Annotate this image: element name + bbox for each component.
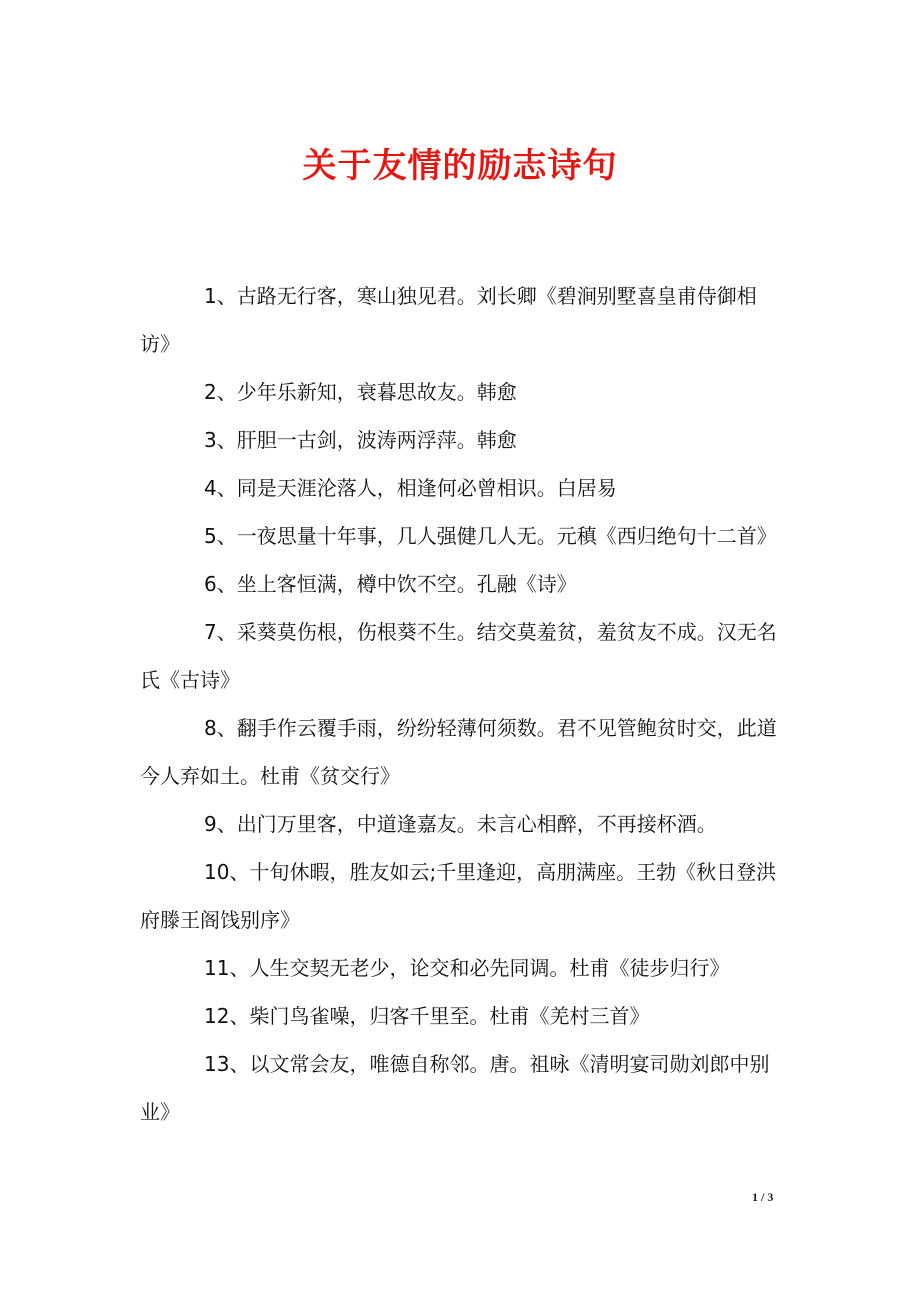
list-item: 5、一夜思量十年事，几人强健几人无。元稹《西归绝句十二首》 <box>204 524 777 548</box>
list-item: 1、古路无行客，寒山独见君。刘长卿《碧涧别墅喜皇甫侍御相访》 <box>140 284 757 356</box>
list-item: 13、以文常会友，唯德自称邻。唐。祖咏《清明宴司勋刘郎中别业》 <box>140 1052 770 1124</box>
list-item: 4、同是天涯沦落人，相逢何必曾相识。白居易 <box>204 476 617 500</box>
list-item: 2、少年乐新知，衰暮思故友。韩愈 <box>204 380 517 404</box>
list-item: 9、出门万里客，中道逢嘉友。未言心相醉，不再接杯酒。 <box>204 812 717 836</box>
list-item: 8、翻手作云覆手雨，纷纷轻薄何须数。君不见管鲍贫时交，此道今人弃如土。杜甫《贫交行》 <box>140 716 777 788</box>
list-item: 12、柴门鸟雀噪，归客千里至。杜甫《羌村三首》 <box>204 1004 650 1028</box>
list-item: 6、坐上客恒满，樽中饮不空。孔融《诗》 <box>204 572 577 596</box>
poem-list <box>140 272 780 1136</box>
page-number: 1 / 3 <box>752 1190 774 1204</box>
list-item: 11、人生交契无老少，论交和必先同调。杜甫《徒步归行》 <box>204 956 730 980</box>
list-item: 3、肝胆一古剑，波涛两浮萍。韩愈 <box>204 428 517 452</box>
list-item: 7、采葵莫伤根，伤根葵不生。结交莫羞贫，羞贫友不成。汉无名氏《古诗》 <box>140 620 777 692</box>
list-item: 10、十旬休暇，胜友如云;千里逢迎，高朋满座。王勃《秋日登洪府滕王阁饯别序》 <box>140 860 777 932</box>
document-title: 关于友情的励志诗句 <box>302 146 618 186</box>
